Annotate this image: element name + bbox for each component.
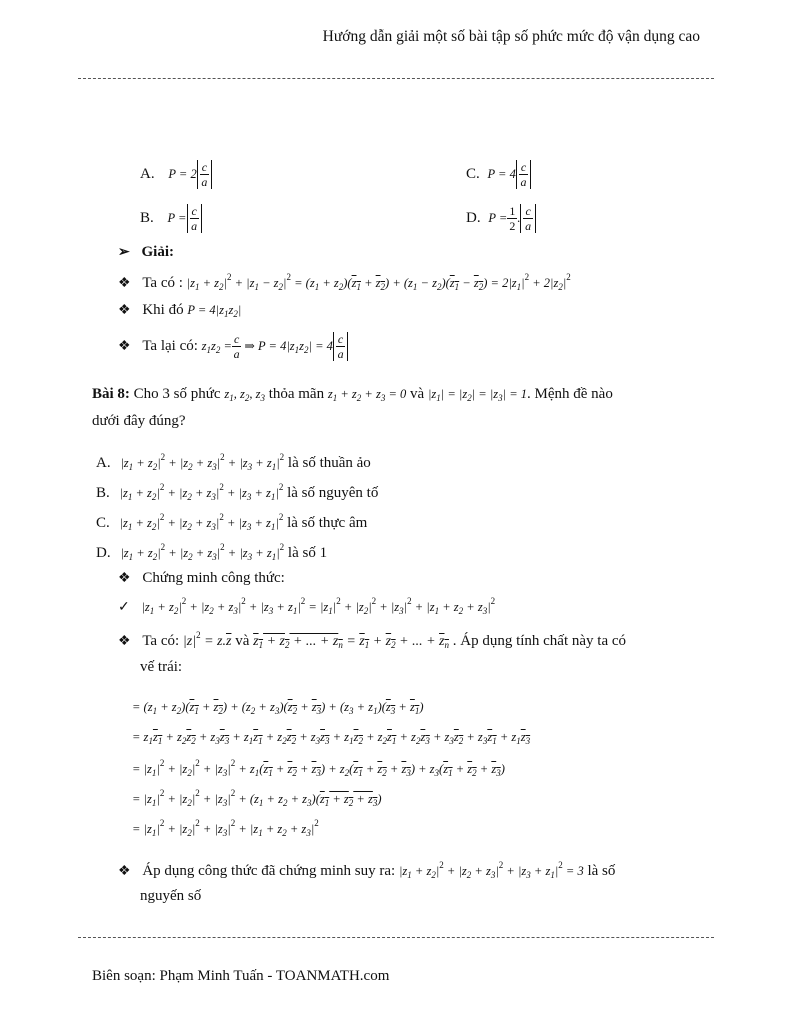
page-header: Hướng dẫn giải một số bài tập số phức mức độ vận dụng cao	[322, 28, 700, 45]
diamond-icon: ❖	[118, 303, 131, 318]
derivation-step-4: = $|z_1|^2 + |z_2|^2 + |z_3|^2 + (z_1 + z_2 + z_3)(z_1 + z_2 + z_3)$	[132, 788, 382, 808]
problem8-statement-2: dưới đây đúng?	[92, 413, 186, 429]
proof-title: ❖ Chứng minh công thức:	[118, 570, 285, 586]
diamond-icon: ❖	[118, 571, 131, 586]
option-d: D. P = $\frac{1}{2}$ . $\frac{c}{a}$	[466, 204, 536, 233]
header-rule	[78, 78, 714, 79]
apply-line-2: nguyến số	[140, 888, 202, 904]
page-footer: Biên soạn: Phạm Minh Tuấn - TOANMATH.com	[92, 968, 390, 984]
diamond-icon: ❖	[118, 634, 131, 649]
option-b: B. P = $\frac{c}{a}$	[140, 204, 202, 233]
derivation-step-3: = $|z_1|^2 + |z_2|^2 + |z_3|^2 + z_1(z_1 + z_2 + z_3) + z_2(z_1 + z_2 + z_3) + z_3(z_1 + z_2 + z_3)$	[132, 758, 505, 778]
solution-line-2: ❖ Khi đó $P = 4|z_1z_2|$	[118, 302, 242, 319]
option-c: C. P = 4 $\frac{c}{a}$	[466, 160, 531, 189]
derivation-step-1: = $(z_1 + z_2)(z_1 + z_2) + (z_2 + z_3)(z_2 + z_3) + (z_3 + z_1)(z_3 + z_1)$	[132, 700, 424, 716]
solution-line-3: ❖ Ta lại có: $z_1z_2$ = $\frac{c}{a}$ ⇒ $P = 4|z_1z_2| = 4$ $\frac{c}{a}$	[118, 332, 348, 361]
problem8-option-a: A. $|z_1 + z_2|^2 + |z_2 + z_3|^2 + |z_3 + z_1|^2$ là số thuần ảo	[96, 452, 371, 472]
check-icon: ✓	[118, 600, 130, 615]
problem8-option-c: C. $|z_1 + z_2|^2 + |z_2 + z_3|^2 + |z_3 + z_1|^2$ là số thực âm	[96, 512, 368, 532]
proof-formula: ✓ $|z_1 + z_2|^2 + |z_2 + z_3|^2 + |z_3 + z_1|^2 = |z_1|^2 + |z_2|^2 + |z_3|^2 + |z_1 + z_2 + z_3|^2$	[118, 596, 496, 616]
problem8-option-d: D. $|z_1 + z_2|^2 + |z_2 + z_3|^2 + |z_3 + z_1|^2$ là số 1	[96, 542, 328, 562]
option-a: A. P = 2 $\frac{c}{a}$	[140, 160, 212, 189]
problem8-statement: Bài 8: Cho 3 số phức $z_1$, $z_2$, $z_3$ thỏa mãn $z_1 + z_2 + z_3 = 0$ và $|z_1| = |z_2| = |z_3| = 1$. Mệnh đề nào	[92, 386, 613, 403]
diamond-icon: ❖	[118, 276, 131, 291]
derivation-step-5: = $|z_1|^2 + |z_2|^2 + |z_3|^2 + |z_1 + z_2 + z_3|^2$	[132, 818, 319, 838]
taco-line: ❖ Ta có: $|z|^2 = z.\overline{z}$ và $z_1 + z_2$ + ... + $z_n = z_1 + z_2$ + ... + $z_n$ . Áp dụng tính chất này ta có	[118, 630, 627, 650]
solution-line-1: ❖ Ta có : $|z_1 + z_2|^2 + |z_1 - z_2|^2 = (z_1 + z_2)(z_1 + z_2) + (z_1 - z_2)(z_1 - z_2) = 2|z_1|^2 + 2|z_2|^2$	[118, 272, 571, 292]
arrow-icon: ➢	[118, 245, 130, 260]
diamond-icon: ❖	[118, 864, 131, 879]
footer-rule	[78, 937, 714, 938]
taco-line-2: vế trái:	[140, 659, 183, 675]
solution-title: ➢ Giải:	[118, 244, 174, 260]
apply-line: ❖ Áp dụng công thức đã chứng minh suy ra: $|z_1 + z_2|^2 + |z_2 + z_3|^2 + |z_3 + z_1|^2 = 3$ là số	[118, 860, 616, 880]
problem8-option-b: B. $|z_1 + z_2|^2 + |z_2 + z_3|^2 + |z_3 + z_1|^2$ là số nguyên tố	[96, 482, 379, 502]
diamond-icon: ❖	[118, 338, 131, 354]
derivation-step-2: = $z_1z_1 + z_2z_2 + z_3z_3 + z_1z_1 + z_2z_2 + z_3z_3 + z_1z_2 + z_2z_1 + z_2z_3 + z_3z_2 + z_3z_1 + z_1z_3$	[132, 730, 531, 746]
